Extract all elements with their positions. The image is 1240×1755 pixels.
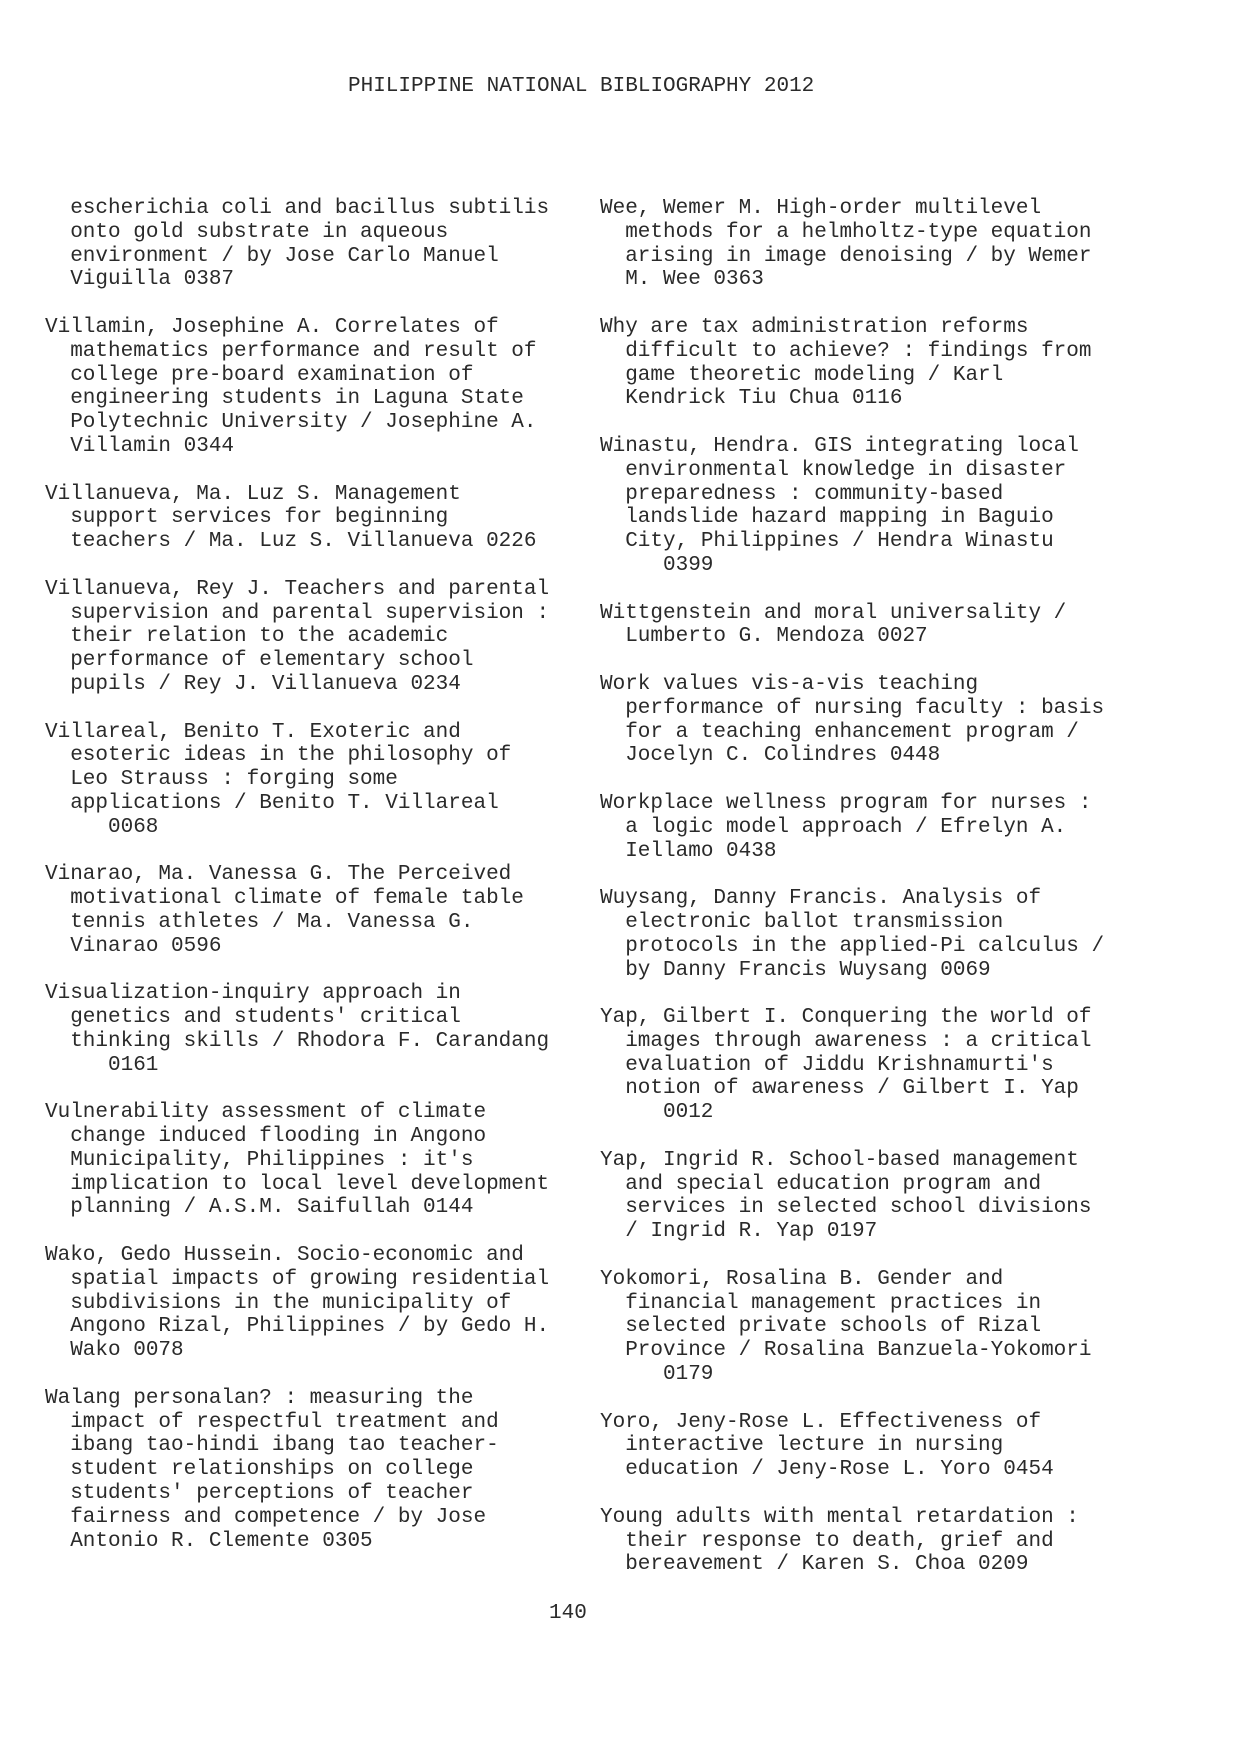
bibliography-entry (45, 1101, 590, 1220)
bibliography-entry (600, 1506, 1220, 1577)
entry-line: Wittgenstein and moral universality / (600, 601, 1067, 625)
entry-line: a logic model approach / Efrelyn A. (625, 815, 1067, 839)
entry-line: Vulnerability assessment of climate (45, 1101, 487, 1125)
bibliography-entry (45, 197, 590, 292)
entry-line: escherichia coli and bacillus subtilis (70, 197, 550, 220)
entry-line: Workplace wellness program for nurses : (600, 791, 1092, 815)
entry-line: their response to death, grief and (625, 1529, 1054, 1553)
entry-line: Wuysang, Danny Francis. Analysis of (600, 887, 1042, 911)
bibliography-entry (45, 982, 590, 1077)
entry-line: by Danny Francis Wuysang 0069 (625, 958, 991, 982)
entry-line: fairness and competence / by Jose (70, 1505, 487, 1529)
entry-line: performance of elementary school (70, 649, 474, 673)
entry-line: notion of awareness / Gilbert I. Yap (625, 1077, 1079, 1101)
entry-line: Villanueva, Ma. Luz S. Management (45, 482, 461, 506)
entry-line: for a teaching enhancement program / (625, 720, 1079, 744)
entry-line: Polytechnic University / Josephine A. (70, 411, 537, 435)
entry-line: change induced flooding in Angono (70, 1125, 487, 1149)
entry-line: implication to local level development (70, 1172, 550, 1196)
entry-line: Young adults with mental retardation : (600, 1505, 1079, 1529)
entry-line: student relationships on college (70, 1458, 474, 1482)
entry-line: applications / Benito T. Villareal (70, 791, 499, 815)
entry-line: motivational climate of female table (70, 887, 524, 911)
bibliography-entry (600, 435, 1220, 578)
entry-line: financial management practices in (625, 1291, 1042, 1315)
bibliography-entry (600, 792, 1220, 863)
entry-line: Municipality, Philippines : it's (70, 1148, 474, 1172)
entry-line: thinking skills / Rhodora F. Carandang (70, 1029, 550, 1053)
bibliography-entry (600, 602, 1220, 650)
bibliography-entry (45, 1244, 590, 1363)
entry-line: college pre-board examination of (70, 363, 474, 387)
accession-number: 0161 (108, 1053, 159, 1077)
entry-line: Walang personalan? : measuring the (45, 1386, 474, 1410)
entry-line: Vinarao, Ma. Vanessa G. The Perceived (45, 863, 512, 887)
entry-line: difficult to achieve? : findings from (625, 339, 1092, 363)
entry-line: interactive lecture in nursing (625, 1434, 1004, 1458)
entry-line: students' perceptions of teacher (70, 1482, 474, 1506)
entry-line: Villamin, Josephine A. Correlates of (45, 315, 499, 339)
entry-line: planning / A.S.M. Saifullah 0144 (70, 1196, 474, 1220)
entry-line: and special education program and (625, 1172, 1042, 1196)
entry-line: Angono Rizal, Philippines / by Gedo H. (70, 1315, 550, 1339)
bibliography-entry (600, 1149, 1220, 1244)
entry-line: Villareal, Benito T. Exoteric and (45, 720, 461, 744)
entry-line: impact of respectful treatment and (70, 1410, 499, 1434)
bibliography-entry (600, 1006, 1220, 1125)
entry-line: Kendrick Tiu Chua 0116 (625, 387, 903, 411)
entry-line: teachers / Ma. Luz S. Villanueva 0226 (70, 530, 537, 554)
entry-line: Yap, Ingrid R. School-based management (600, 1148, 1079, 1172)
bibliography-entry (600, 197, 1220, 292)
entry-line: Province / Rosalina Banzuela-Yokomori (625, 1339, 1092, 1363)
entry-line: arising in image denoising / by Wemer (625, 244, 1092, 268)
entry-line: Antonio R. Clemente 0305 (70, 1529, 373, 1553)
entry-line: esoteric ideas in the philosophy of (70, 744, 512, 768)
entry-line: Vinarao 0596 (70, 934, 222, 958)
entry-line: / Ingrid R. Yap 0197 (625, 1220, 878, 1244)
accession-number: 0068 (108, 815, 159, 839)
entry-line: their relation to the academic (70, 625, 449, 649)
bibliography-entry (600, 316, 1220, 411)
bibliography-entry (600, 673, 1220, 768)
entry-line: pupils / Rey J. Villanueva 0234 (70, 672, 461, 696)
entry-line: engineering students in Laguna State (70, 387, 524, 411)
accession-number: 0179 (663, 1363, 714, 1387)
entry-line: support services for beginning (70, 506, 449, 530)
entry-line: landslide hazard mapping in Baguio (625, 506, 1054, 530)
left-column (45, 197, 590, 1577)
entry-line: evaluation of Jiddu Krishnamurti's (625, 1053, 1054, 1077)
entry-line: tennis athletes / Ma. Vanessa G. (70, 910, 474, 934)
entry-line: performance of nursing faculty : basis (625, 696, 1105, 720)
entry-line: supervision and parental supervision : (70, 601, 550, 625)
page-number: 140 (549, 1602, 587, 1625)
entry-line: spatial impacts of growing residential (70, 1267, 550, 1291)
entry-line: preparedness : community-based (625, 482, 1004, 506)
entry-line: mathematics performance and result of (70, 339, 537, 363)
entry-line: Winastu, Hendra. GIS integrating local (600, 434, 1079, 458)
bibliography-entry (45, 483, 590, 554)
entry-line: electronic ballot transmission (625, 910, 1004, 934)
bibliography-entry (45, 863, 590, 958)
bibliography-entry (600, 887, 1220, 982)
entry-line: Yap, Gilbert I. Conquering the world of (600, 1006, 1092, 1030)
entry-line: Work values vis-a-vis teaching (600, 672, 979, 696)
entry-line: genetics and students' critical (70, 1006, 461, 1030)
entry-line: M. Wee 0363 (625, 268, 764, 292)
entry-line: methods for a helmholtz-type equation (625, 220, 1092, 244)
entry-line: Iellamo 0438 (625, 839, 777, 863)
entry-line: Yokomori, Rosalina B. Gender and (600, 1267, 1004, 1291)
entry-line: Lumberto G. Mendoza 0027 (625, 625, 928, 649)
entry-line: Visualization-inquiry approach in (45, 982, 461, 1006)
accession-number: 0012 (663, 1101, 714, 1125)
entry-line: Leo Strauss : forging some (70, 768, 398, 792)
entry-line: ibang tao-hindi ibang tao teacher- (70, 1434, 499, 1458)
entry-line: game theoretic modeling / Karl (625, 363, 1004, 387)
entry-line: Wee, Wemer M. High-order multilevel (600, 197, 1042, 220)
bibliography-entry (45, 721, 590, 840)
right-column (600, 197, 1220, 1601)
entry-line: images through awareness : a critical (625, 1029, 1092, 1053)
bibliography-entry (45, 316, 590, 459)
bibliography-entry (600, 1268, 1220, 1387)
entry-line: Yoro, Jeny-Rose L. Effectiveness of (600, 1410, 1042, 1434)
entry-line: environmental knowledge in disaster (625, 458, 1067, 482)
running-header: PHILIPPINE NATIONAL BIBLIOGRAPHY 2012 (348, 75, 815, 98)
entry-line: bereavement / Karen S. Choa 0209 (625, 1553, 1029, 1577)
entry-line: Jocelyn C. Colindres 0448 (625, 744, 941, 768)
entry-line: Wako, Gedo Hussein. Socio-economic and (45, 1244, 524, 1268)
entry-line: selected private schools of Rizal (625, 1315, 1042, 1339)
entry-line: City, Philippines / Hendra Winastu (625, 530, 1054, 554)
accession-number: 0399 (663, 553, 714, 577)
entry-line: Viguilla 0387 (70, 268, 235, 292)
entry-line: Wako 0078 (70, 1339, 184, 1363)
entry-line: Why are tax administration reforms (600, 315, 1029, 339)
entry-line: Villanueva, Rey J. Teachers and parental (45, 577, 550, 601)
bibliography-entry (45, 1387, 590, 1554)
entry-line: services in selected school divisions (625, 1196, 1092, 1220)
entry-line: subdivisions in the municipality of (70, 1291, 512, 1315)
entry-line: Villamin 0344 (70, 434, 235, 458)
bibliography-entry (600, 1411, 1220, 1482)
entry-line: onto gold substrate in aqueous (70, 220, 449, 244)
entry-line: protocols in the applied-Pi calculus / (625, 934, 1105, 958)
entry-line: environment / by Jose Carlo Manuel (70, 244, 499, 268)
entry-line: education / Jeny-Rose L. Yoro 0454 (625, 1458, 1054, 1482)
bibliography-entry (45, 578, 590, 697)
